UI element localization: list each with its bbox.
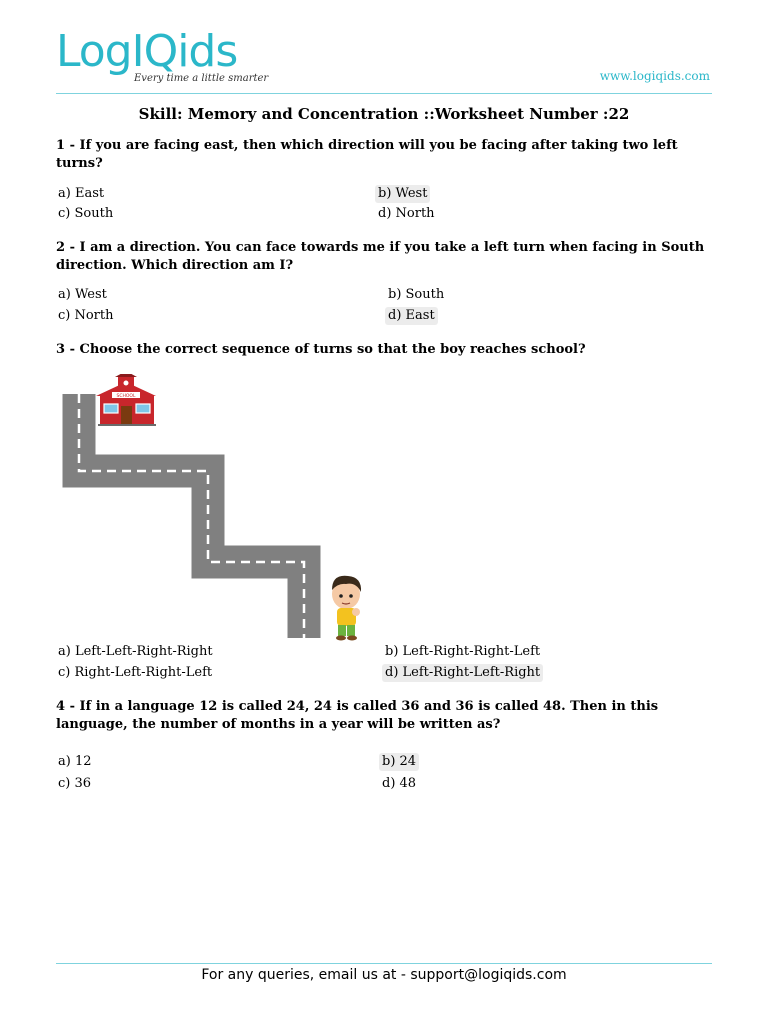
question-1-option-b[interactable]: b) West	[375, 185, 430, 203]
question-3-option-d[interactable]: d) Left-Right-Left-Right	[382, 664, 543, 682]
road-path	[79, 394, 304, 638]
header-divider	[56, 93, 712, 94]
question-1-text: 1 - If you are facing east, then which direction will you be facing after taking two left turns?	[56, 138, 678, 171]
question-4-option-c[interactable]: c) 36	[58, 776, 92, 791]
worksheet-title: Skill: Memory and Concentration ::Worksheet Number :22	[138, 105, 630, 123]
question-3-option-c[interactable]: c) Right-Left-Right-Left	[58, 665, 213, 680]
road-map-svg	[56, 374, 376, 644]
logiqids-logo	[56, 26, 296, 88]
question-4-option-d[interactable]: d) 48	[382, 776, 417, 791]
question-4-option-b[interactable]: b) 24	[379, 753, 419, 771]
question-2-option-c[interactable]: c) North	[58, 308, 114, 323]
question-3-option-b[interactable]: b) Left-Right-Right-Left	[385, 644, 541, 659]
question-2-text: 2 - I am a direction. You can face towards me if you take a left turn when facing in South direction. Which direction am I?	[56, 240, 705, 273]
question-1-option-d[interactable]: d) North	[378, 206, 435, 221]
logo-wordmark: LogIQids	[56, 26, 238, 77]
footer-contact: For any queries, email us at - support@logiqids.com	[201, 967, 567, 983]
question-2-option-b[interactable]: b) South	[388, 287, 445, 302]
logo-tagline: Every time a little smarter	[134, 73, 269, 84]
question-2-option-a[interactable]: a) West	[58, 287, 107, 302]
thinking-boy-icon	[332, 576, 361, 641]
question-3-text: 3 - Choose the correct sequence of turns so that the boy reaches school?	[56, 342, 586, 357]
school-sign-text: SCHOOL	[116, 394, 136, 399]
website-link[interactable]: www.logiqids.com	[599, 69, 710, 83]
question-3-option-a[interactable]: a) Left-Left-Right-Right	[58, 644, 213, 659]
road-map-figure	[56, 374, 376, 644]
school-building-icon	[96, 374, 156, 426]
question-1-option-a[interactable]: a) East	[58, 186, 105, 201]
question-1-option-c[interactable]: c) South	[58, 206, 114, 221]
question-4-text: 4 - If in a language 12 is called 24, 24 is called 36 and 36 is called 48. Then in this language, the number of months in a year will be written as?	[56, 699, 659, 732]
footer-divider	[56, 963, 712, 964]
question-2-option-d[interactable]: d) East	[385, 307, 438, 325]
question-4-option-a[interactable]: a) 12	[58, 754, 92, 769]
